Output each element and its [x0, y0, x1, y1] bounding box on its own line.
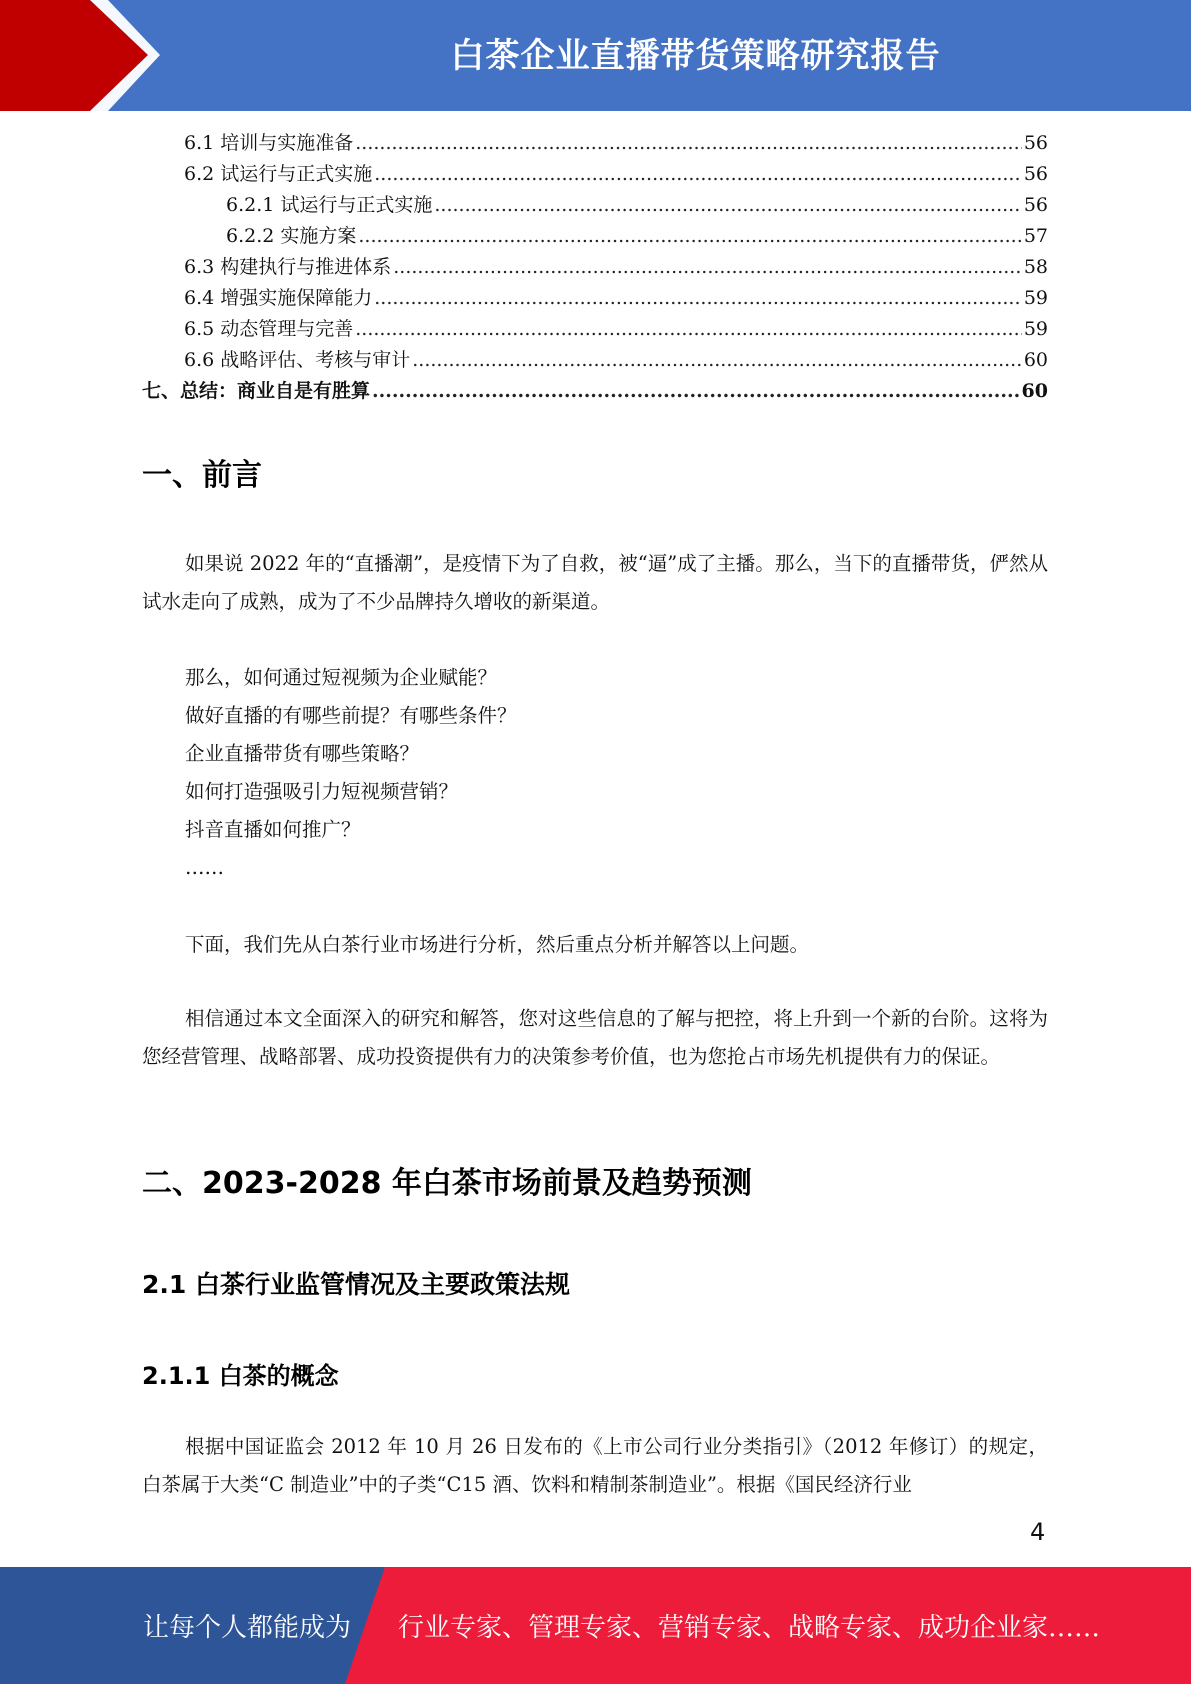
- toc-leader-dots: [374, 159, 1022, 190]
- toc-entry[interactable]: [142, 159, 1048, 190]
- toc-entry[interactable]: [142, 252, 1048, 283]
- footer-slogan-right: 行业专家、管理专家、营销专家、战略专家、成功企业家……: [398, 1613, 1101, 1643]
- toc-entry[interactable]: [142, 345, 1048, 376]
- toc-entry-label: 七、总结：商业自是有胜算: [142, 380, 371, 402]
- question-item: 抖音直播如何推广？: [185, 818, 361, 841]
- toc-leader-dots: [355, 314, 1022, 345]
- question-item: 如何打造强吸引力短视频营销？: [185, 780, 459, 803]
- toc-entry-label: 6.4 增强实施保障能力: [184, 287, 373, 309]
- toc-entry[interactable]: [142, 190, 1048, 221]
- toc-entry-page: 59: [1023, 287, 1048, 309]
- toc-entry-label: 6.2.2 实施方案: [226, 225, 357, 247]
- page-header: [0, 0, 1191, 111]
- toc-entry-page: 57: [1023, 225, 1048, 247]
- question-item: 那么，如何通过短视频为企业赋能？: [185, 666, 498, 689]
- toc-entry[interactable]: [142, 283, 1048, 314]
- toc-leader-dots: [412, 345, 1022, 376]
- page-footer: [0, 1567, 1191, 1684]
- table-of-contents: [142, 128, 1048, 407]
- toc-leader-dots: [358, 221, 1021, 252]
- header-title: 白茶企业直播带货策略研究报告: [450, 36, 941, 76]
- toc-entry-label: 6.1 培训与实施准备: [184, 132, 354, 154]
- toc-leader-dots: [374, 283, 1022, 314]
- question-item: ……: [185, 856, 224, 879]
- question-list: [185, 659, 1045, 887]
- toc-entry-label: 6.2.1 试运行与正式实施: [226, 194, 433, 216]
- subsubsection-heading: 2.1.1 白茶的概念: [142, 1362, 339, 1390]
- toc-leader-dots: [372, 376, 1020, 407]
- preface-paragraph-3: 相信通过本文全面深入的研究和解答，您对这些信息的了解与把控，将上升到一个新的台阶。这将为您经营管理、战略部署、成功投资提供有力的决策参考价值，也为您抢占市场先机提供有力的保证。: [142, 1007, 1048, 1068]
- preface-paragraph-2: 下面，我们先从白茶行业市场进行分析，然后重点分析并解答以上问题。: [185, 933, 810, 956]
- toc-entry-page: 58: [1023, 256, 1048, 278]
- toc-entry-page: 56: [1023, 194, 1048, 216]
- section-heading-market: 二、2023-2028 年白茶市场前景及趋势预测: [142, 1166, 752, 1201]
- toc-entry-page: 56: [1023, 163, 1048, 185]
- toc-entry[interactable]: [142, 221, 1048, 252]
- toc-entry-label: 6.5 动态管理与完善: [184, 318, 354, 340]
- toc-entry-label: 6.2 试运行与正式实施: [184, 163, 373, 185]
- toc-leader-dots: [434, 190, 1021, 221]
- toc-leader-dots: [393, 252, 1022, 283]
- page-number: 4: [1030, 1518, 1046, 1546]
- question-item: 做好直播的有哪些前提？有哪些条件？: [185, 704, 517, 727]
- toc-entry-label: 6.3 构建执行与推进体系: [184, 256, 392, 278]
- concept-paragraph: 根据中国证监会 2012 年 10 月 26 日发布的《上市公司行业分类指引》（2012 年修订）的规定，白茶属于大类“C 制造业”中的子类“C15 酒、饮料和精制茶制造业”。根据《国民经济行业: [142, 1435, 1048, 1496]
- toc-entry[interactable]: [142, 314, 1048, 345]
- toc-entry-page: 59: [1023, 318, 1048, 340]
- toc-entry-label: 6.6 战略评估、考核与审计: [184, 349, 411, 371]
- footer-slogan-left: 让每个人都能成为: [143, 1613, 352, 1643]
- toc-entry-page: 56: [1023, 132, 1048, 154]
- section-heading-preface: 一、前言: [142, 458, 262, 493]
- toc-leader-dots: [355, 128, 1022, 159]
- toc-entry[interactable]: [142, 376, 1048, 407]
- preface-paragraph-1: 如果说 2022 年的“直播潮”，是疫情下为了自救，被“逼”成了主播。那么，当下的直播带货，俨然从试水走向了成熟，成为了不少品牌持久增收的新渠道。: [142, 552, 1048, 613]
- toc-entry[interactable]: [142, 128, 1048, 159]
- subsection-heading: 2.1 白茶行业监管情况及主要政策法规: [142, 1270, 570, 1299]
- toc-entry-page: 60: [1021, 380, 1048, 402]
- toc-entry-page: 60: [1023, 349, 1048, 371]
- question-item: 企业直播带货有哪些策略？: [185, 742, 420, 765]
